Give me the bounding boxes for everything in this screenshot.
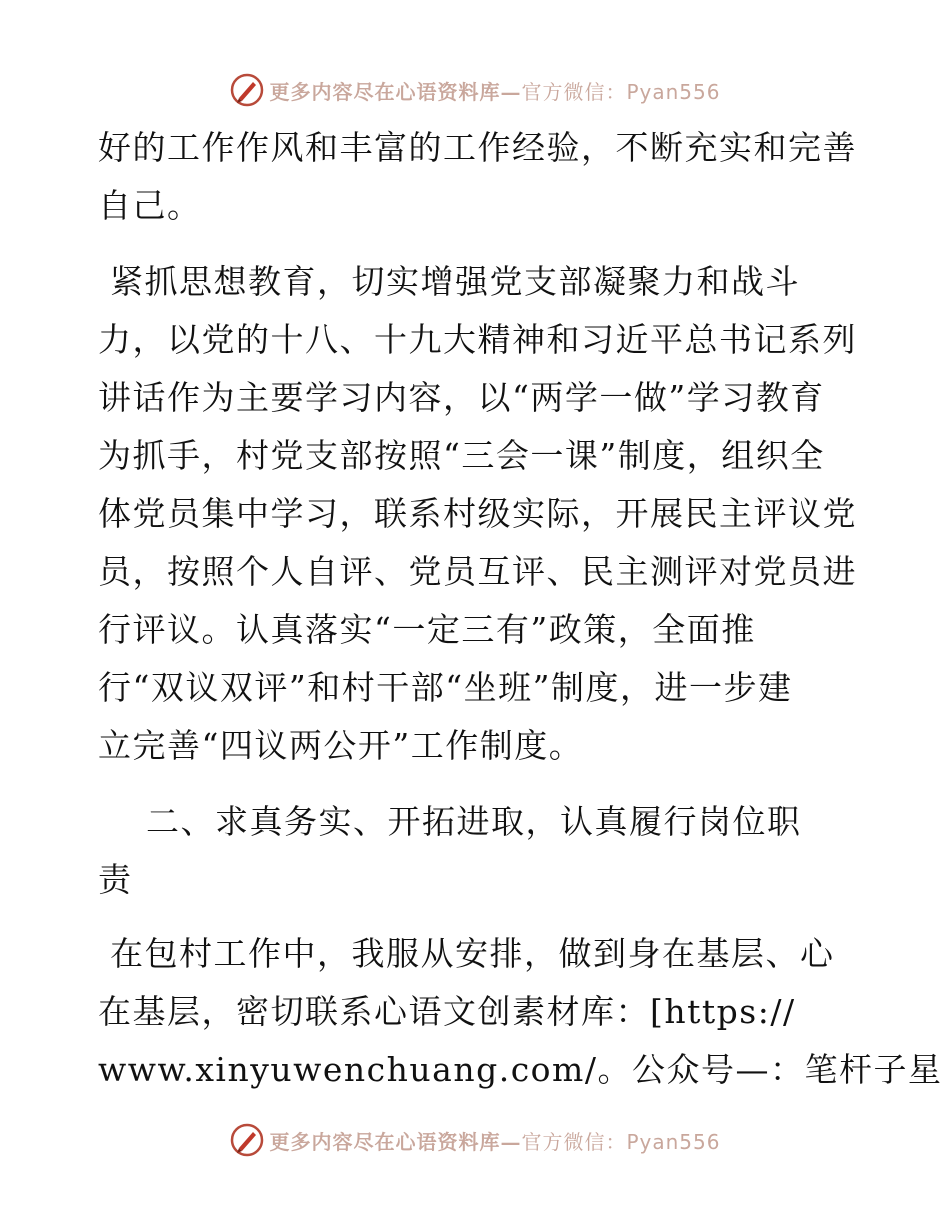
body-line: 力，以党的十八、十九大精神和习近平总书记系列: [98, 320, 857, 359]
header-dash: —: [500, 79, 522, 104]
footer-wechat: 官方微信：Pyan556: [521, 1129, 721, 1154]
body-line: 自己。: [98, 186, 202, 225]
header-wechat: 官方微信：Pyan556: [521, 79, 721, 104]
header-brand: 更多内容尽在心语资料库: [269, 79, 501, 104]
body-line: 为抓手，村党支部按照“三会一课”制度，组织全: [98, 436, 825, 475]
footer-banner: [0, 1120, 950, 1160]
header-banner: [0, 70, 950, 110]
body-line: 行“双议双评”和村干部“坐班”制度，进一步建: [98, 668, 793, 707]
body-line: 行评议。认真落实“一定三有”政策，全面推: [98, 610, 756, 649]
body-line: 体党员集中学习，联系村级实际，开展民主评议党: [98, 494, 857, 533]
section-heading: 二、求真务实、开拓进取，认真履行岗位职: [98, 802, 802, 841]
footer-brand: 更多内容尽在心语资料库: [269, 1129, 501, 1154]
body-line: 在基层，密切联系心语文创素材库：[https://: [98, 992, 796, 1031]
section-heading-cont: 责: [98, 860, 133, 899]
body-line: www.xinyuwenchuang.com/。公众号—：笔杆子星: [98, 1050, 943, 1089]
pen-logo-icon: [229, 72, 265, 108]
body-line: 立完善“四议两公开”工作制度。: [98, 726, 584, 765]
body-line: 讲话作为主要学习内容，以“两学一做”学习教育: [98, 378, 825, 417]
header-banner-text: [269, 76, 720, 105]
footer-banner-text: [269, 1126, 720, 1155]
pen-logo-icon: [229, 1122, 265, 1158]
body-line: 员，按照个人自评、党员互评、民主测评对党员进: [98, 552, 857, 591]
body-line: 好的工作作风和丰富的工作经验，不断充实和完善: [98, 128, 857, 167]
body-line: 在包村工作中，我服从安排，做到身在基层、心: [98, 934, 835, 973]
body-line: 紧抓思想教育，切实增强党支部凝聚力和战斗: [98, 262, 800, 301]
footer-dash: —: [500, 1129, 522, 1154]
